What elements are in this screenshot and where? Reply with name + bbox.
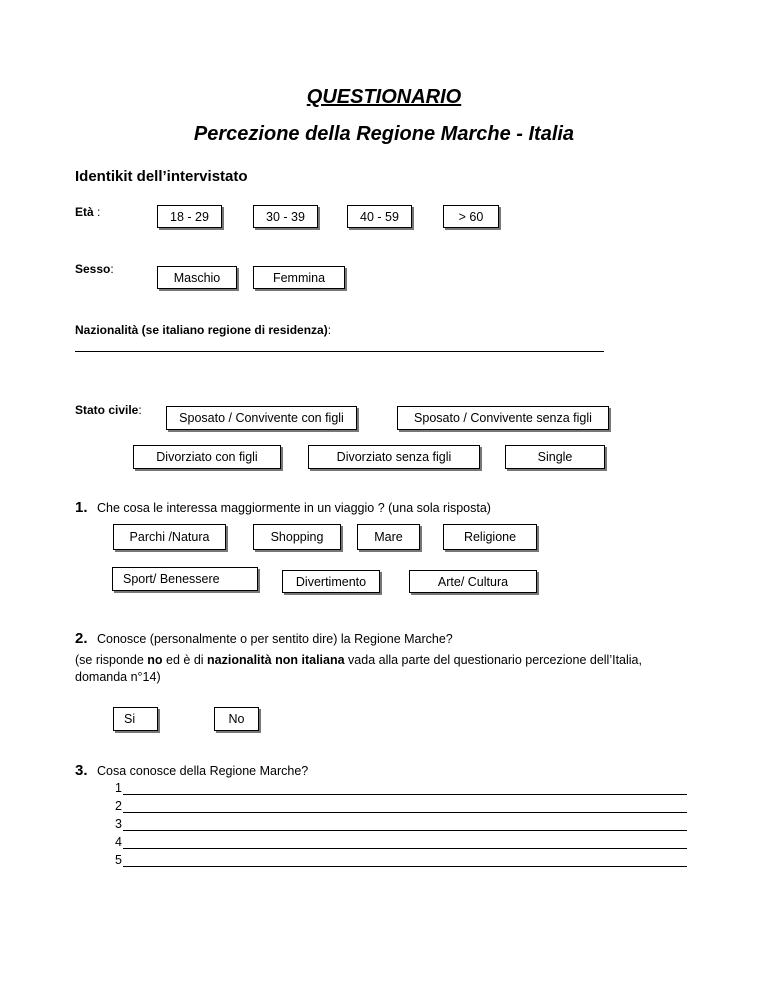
stato-civile-label: Stato civile: xyxy=(75,403,142,417)
stato-civile-option-divorziato-senza-figli[interactable]: Divorziato senza figli xyxy=(308,445,480,469)
answer-line-2[interactable] xyxy=(123,812,687,813)
eta-option-18-29[interactable]: 18 - 29 xyxy=(157,205,222,228)
question-text: Che cosa le interessa maggiormente in un viaggio ? (una sola risposta) xyxy=(97,501,491,515)
stato-civile-option-con-figli[interactable]: Sposato / Convivente con figli xyxy=(166,406,357,430)
eta-option-40-59[interactable]: 40 - 59 xyxy=(347,205,412,228)
question-1 xyxy=(75,499,491,516)
q1-option-mare[interactable]: Mare xyxy=(357,524,420,550)
answer-line-4[interactable] xyxy=(123,848,687,849)
stato-civile-option-single[interactable]: Single xyxy=(505,445,605,469)
q1-option-arte-cultura[interactable]: Arte/ Cultura xyxy=(409,570,537,593)
answer-line-5[interactable] xyxy=(123,866,687,867)
sesso-option-femmina[interactable]: Femmina xyxy=(253,266,345,289)
question-2-note: (se risponde no ed è di nazionalità non italiana vada alla parte del questionario percezione dell’Italia, xyxy=(75,653,642,667)
section-heading: Identikit dell’intervistato xyxy=(75,168,248,185)
stato-civile-option-senza-figli[interactable]: Sposato / Convivente senza figli xyxy=(397,406,609,430)
answer-number: 2 xyxy=(115,799,122,813)
sesso-option-maschio[interactable]: Maschio xyxy=(157,266,237,289)
question-text: Conosce (personalmente o per sentito dire) la Regione Marche? xyxy=(97,632,453,646)
nazionalita-label: Nazionalità (se italiano regione di residenza): xyxy=(75,323,332,337)
answer-number: 4 xyxy=(115,835,122,849)
eta-option-30-39[interactable]: 30 - 39 xyxy=(253,205,318,228)
sesso-label: Sesso: xyxy=(75,262,114,276)
q1-option-shopping[interactable]: Shopping xyxy=(253,524,341,550)
q1-option-parchi-natura[interactable]: Parchi /Natura xyxy=(113,524,226,550)
q1-option-divertimento[interactable]: Divertimento xyxy=(282,570,380,593)
q1-option-religione[interactable]: Religione xyxy=(443,524,537,550)
question-2 xyxy=(75,630,453,647)
answer-line-3[interactable] xyxy=(123,830,687,831)
question-number: 3. xyxy=(75,762,88,779)
question-3 xyxy=(75,762,308,779)
question-number: 1. xyxy=(75,499,88,516)
q1-option-sport-benessere[interactable]: Sport/ Benessere xyxy=(112,567,258,591)
question-number: 2. xyxy=(75,630,88,647)
nazionalita-answer-line[interactable] xyxy=(75,351,604,352)
question-2-note-continued: domanda n°14) xyxy=(75,670,161,684)
q2-option-no[interactable]: No xyxy=(214,707,259,731)
q2-option-si[interactable]: Si xyxy=(113,707,158,731)
page-title: QUESTIONARIO xyxy=(306,86,462,108)
eta-label: Età : xyxy=(75,205,101,219)
eta-option-over-60[interactable]: > 60 xyxy=(443,205,499,228)
answer-line-1[interactable] xyxy=(123,794,687,795)
stato-civile-option-divorziato-con-figli[interactable]: Divorziato con figli xyxy=(133,445,281,469)
answer-number: 3 xyxy=(115,817,122,831)
answer-number: 1 xyxy=(115,781,122,795)
answer-number: 5 xyxy=(115,853,122,867)
page-subtitle: Percezione della Regione Marche - Italia xyxy=(193,123,575,145)
question-text: Cosa conosce della Regione Marche? xyxy=(97,764,309,778)
